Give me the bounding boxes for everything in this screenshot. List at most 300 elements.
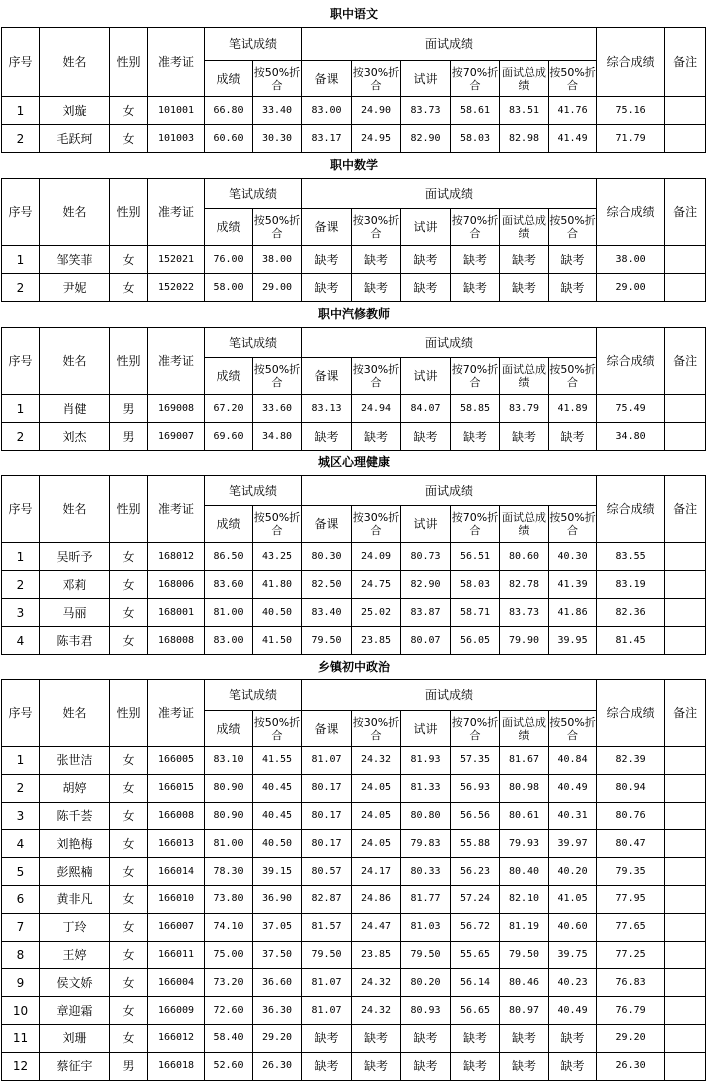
header-interview-group: 面试成绩 (302, 28, 597, 61)
header-lecture: 试讲 (401, 506, 451, 543)
table-cell: 101001 (148, 97, 205, 125)
table-cell: 56.56 (451, 802, 500, 830)
table-cell: 胡婷 (40, 774, 110, 802)
table-cell: 缺考 (352, 423, 401, 451)
table-cell: 女 (110, 830, 148, 858)
table-cell: 王婷 (40, 941, 110, 969)
table-cell: 80.76 (597, 802, 665, 830)
section-title: 职中语文 (329, 7, 378, 21)
table-cell: 79.90 (500, 627, 549, 655)
table-cell (665, 97, 706, 125)
header-exam-id: 准考证 (148, 28, 205, 97)
table-cell: 74.10 (205, 913, 253, 941)
table-cell: 缺考 (352, 274, 401, 302)
table-cell: 24.17 (352, 858, 401, 886)
table-cell: 5 (2, 858, 40, 886)
header-interview-50: 按50%折合 (549, 209, 597, 246)
table-cell: 39.75 (549, 941, 597, 969)
table-row (2, 997, 706, 1025)
header-seq: 序号 (2, 680, 40, 747)
table-cell: 80.94 (597, 774, 665, 802)
table-cell: 83.51 (500, 97, 549, 125)
table-cell: 84.07 (401, 395, 451, 423)
table-cell: 缺考 (451, 1024, 500, 1052)
table-cell: 缺考 (549, 246, 597, 274)
header-lecture: 试讲 (401, 209, 451, 246)
table-cell: 24.90 (352, 97, 401, 125)
table-cell: 马丽 (40, 599, 110, 627)
header-lecture-70: 按70%折合 (451, 358, 500, 395)
table-cell: 80.57 (302, 858, 352, 886)
table-cell: 79.83 (401, 830, 451, 858)
header-lecture: 试讲 (401, 61, 451, 97)
score-table (1, 27, 706, 153)
table-cell: 56.51 (451, 543, 500, 571)
table-cell: 166015 (148, 774, 205, 802)
table-cell: 79.50 (302, 941, 352, 969)
header-lecture-70: 按70%折合 (451, 209, 500, 246)
table-cell: 41.86 (549, 599, 597, 627)
header-gender: 性别 (110, 680, 148, 747)
table-cell: 37.50 (253, 941, 302, 969)
table-cell: 66.80 (205, 97, 253, 125)
table-cell: 缺考 (500, 1024, 549, 1052)
section-title: 职中数学 (329, 158, 378, 172)
table-cell: 缺考 (549, 1052, 597, 1080)
table-cell: 29.20 (597, 1024, 665, 1052)
table-cell (665, 885, 706, 913)
table-cell: 55.88 (451, 830, 500, 858)
table-cell (665, 274, 706, 302)
table-cell: 80.07 (401, 627, 451, 655)
table-cell: 166018 (148, 1052, 205, 1080)
table-cell: 79.50 (302, 627, 352, 655)
header-remark: 备注 (665, 328, 706, 395)
header-interview-50: 按50%折合 (549, 711, 597, 747)
table-cell: 40.31 (549, 802, 597, 830)
table-cell: 4 (2, 830, 40, 858)
table-cell: 83.19 (597, 571, 665, 599)
table-cell: 24.94 (352, 395, 401, 423)
table-cell: 80.47 (597, 830, 665, 858)
table-cell (665, 571, 706, 599)
table-cell: 缺考 (451, 1052, 500, 1080)
table-cell: 83.00 (302, 97, 352, 125)
table-cell: 30.30 (253, 125, 302, 153)
table-cell: 24.05 (352, 802, 401, 830)
table-cell: 33.60 (253, 395, 302, 423)
table-cell: 刘珊 (40, 1024, 110, 1052)
table-cell: 80.20 (401, 969, 451, 997)
table-cell (665, 423, 706, 451)
table-cell: 81.19 (500, 913, 549, 941)
table-cell: 152021 (148, 246, 205, 274)
table-cell: 8 (2, 941, 40, 969)
table-cell: 166014 (148, 858, 205, 886)
table-cell: 52.60 (205, 1052, 253, 1080)
table-cell: 女 (110, 627, 148, 655)
header-interview-total: 面试总成绩 (500, 711, 549, 747)
table-cell: 56.93 (451, 774, 500, 802)
header-interview-total: 面试总成绩 (500, 506, 549, 543)
table-cell: 1 (2, 747, 40, 775)
table-cell: 缺考 (302, 1024, 352, 1052)
table-cell: 陈千荟 (40, 802, 110, 830)
table-cell: 邹笑菲 (40, 246, 110, 274)
header-name: 姓名 (40, 328, 110, 395)
table-row (2, 274, 706, 302)
table-cell: 24.09 (352, 543, 401, 571)
table-cell (665, 913, 706, 941)
header-name: 姓名 (40, 680, 110, 747)
table-cell: 40.45 (253, 802, 302, 830)
header-written-group: 笔试成绩 (205, 476, 302, 506)
table-cell: 80.17 (302, 774, 352, 802)
table-cell: 24.05 (352, 774, 401, 802)
header-interview-50: 按50%折合 (549, 358, 597, 395)
table-cell: 83.55 (597, 543, 665, 571)
table-cell: 81.57 (302, 913, 352, 941)
table-cell (665, 774, 706, 802)
table-cell (665, 627, 706, 655)
table-cell: 76.83 (597, 969, 665, 997)
table-cell: 81.07 (302, 747, 352, 775)
table-cell: 12 (2, 1052, 40, 1080)
table-cell (665, 969, 706, 997)
header-gender: 性别 (110, 28, 148, 97)
header-prep: 备课 (302, 506, 352, 543)
table-cell: 73.20 (205, 969, 253, 997)
table-cell: 40.23 (549, 969, 597, 997)
table-cell: 81.07 (302, 969, 352, 997)
header-written-50: 按50%折合 (253, 61, 302, 97)
table-cell: 166011 (148, 941, 205, 969)
table-cell: 81.33 (401, 774, 451, 802)
table-cell: 24.95 (352, 125, 401, 153)
table-cell: 58.71 (451, 599, 500, 627)
header-exam-id: 准考证 (148, 476, 205, 543)
table-cell: 刘璇 (40, 97, 110, 125)
header-gender: 性别 (110, 328, 148, 395)
table-cell: 女 (110, 747, 148, 775)
table-cell: 女 (110, 571, 148, 599)
table-cell: 166010 (148, 885, 205, 913)
header-final-score: 综合成绩 (597, 28, 665, 97)
header-prep-30: 按30%折合 (352, 711, 401, 747)
section-title: 城区心理健康 (317, 455, 390, 469)
header-prep-30: 按30%折合 (352, 506, 401, 543)
section-title: 乡镇初中政治 (317, 660, 390, 674)
table-cell: 女 (110, 885, 148, 913)
table-cell: 缺考 (549, 1024, 597, 1052)
table-cell: 缺考 (500, 274, 549, 302)
table-cell: 80.46 (500, 969, 549, 997)
table-cell: 81.03 (401, 913, 451, 941)
table-cell: 60.60 (205, 125, 253, 153)
table-cell: 41.55 (253, 747, 302, 775)
table-cell: 34.80 (597, 423, 665, 451)
table-cell: 缺考 (302, 246, 352, 274)
header-interview-total: 面试总成绩 (500, 358, 549, 395)
table-cell: 37.05 (253, 913, 302, 941)
table-cell: 56.65 (451, 997, 500, 1025)
header-seq: 序号 (2, 28, 40, 97)
table-cell: 56.72 (451, 913, 500, 941)
table-cell: 77.95 (597, 885, 665, 913)
table-cell: 76.79 (597, 997, 665, 1025)
table-cell: 82.39 (597, 747, 665, 775)
table-cell: 缺考 (500, 423, 549, 451)
table-cell: 蔡征宇 (40, 1052, 110, 1080)
header-lecture: 试讲 (401, 711, 451, 747)
table-cell: 86.50 (205, 543, 253, 571)
table-row (2, 830, 706, 858)
table-cell: 33.40 (253, 97, 302, 125)
table-cell: 58.85 (451, 395, 500, 423)
table-cell: 缺考 (302, 423, 352, 451)
table-cell: 刘艳梅 (40, 830, 110, 858)
header-final-score: 综合成绩 (597, 680, 665, 747)
table-cell: 缺考 (401, 423, 451, 451)
table-cell: 2 (2, 423, 40, 451)
table-cell: 80.90 (205, 774, 253, 802)
header-lecture-70: 按70%折合 (451, 711, 500, 747)
table-cell: 缺考 (302, 1052, 352, 1080)
table-cell: 40.50 (253, 830, 302, 858)
table-cell: 81.77 (401, 885, 451, 913)
table-cell: 女 (110, 543, 148, 571)
table-cell: 1 (2, 543, 40, 571)
table-row (2, 747, 706, 775)
table-cell: 10 (2, 997, 40, 1025)
table-cell: 67.20 (205, 395, 253, 423)
table-cell: 55.65 (451, 941, 500, 969)
header-written-50: 按50%折合 (253, 711, 302, 747)
table-cell: 2 (2, 125, 40, 153)
table-cell: 72.60 (205, 997, 253, 1025)
header-written-score: 成绩 (205, 209, 253, 246)
header-written-group: 笔试成绩 (205, 179, 302, 209)
table-cell (665, 1024, 706, 1052)
table-row (2, 543, 706, 571)
table-cell: 36.30 (253, 997, 302, 1025)
table-cell: 缺考 (401, 274, 451, 302)
table-cell (665, 246, 706, 274)
table-row (2, 125, 706, 153)
table-cell: 26.30 (253, 1052, 302, 1080)
table-cell: 29.00 (253, 274, 302, 302)
table-cell: 40.49 (549, 774, 597, 802)
table-cell: 缺考 (352, 1024, 401, 1052)
score-table (1, 327, 706, 451)
table-cell: 39.95 (549, 627, 597, 655)
header-written-50: 按50%折合 (253, 209, 302, 246)
table-cell: 1 (2, 246, 40, 274)
table-cell: 36.60 (253, 969, 302, 997)
table-cell: 男 (110, 1052, 148, 1080)
table-row (2, 627, 706, 655)
table-row (2, 97, 706, 125)
table-cell: 24.75 (352, 571, 401, 599)
table-cell: 79.93 (500, 830, 549, 858)
table-cell: 吴昕予 (40, 543, 110, 571)
table-cell: 83.13 (302, 395, 352, 423)
table-cell: 41.05 (549, 885, 597, 913)
header-remark: 备注 (665, 179, 706, 246)
table-cell: 24.32 (352, 747, 401, 775)
header-lecture: 试讲 (401, 358, 451, 395)
table-cell: 82.98 (500, 125, 549, 153)
table-cell: 34.80 (253, 423, 302, 451)
table-cell: 166012 (148, 1024, 205, 1052)
table-cell: 40.50 (253, 599, 302, 627)
table-row (2, 571, 706, 599)
table-cell: 73.80 (205, 885, 253, 913)
table-cell (665, 395, 706, 423)
header-gender: 性别 (110, 179, 148, 246)
table-cell: 缺考 (401, 1024, 451, 1052)
table-cell: 38.00 (597, 246, 665, 274)
table-cell: 尹妮 (40, 274, 110, 302)
header-seq: 序号 (2, 179, 40, 246)
table-cell: 41.49 (549, 125, 597, 153)
table-row (2, 395, 706, 423)
table-cell: 81.07 (302, 997, 352, 1025)
table-row (2, 858, 706, 886)
header-final-score: 综合成绩 (597, 328, 665, 395)
table-cell: 81.00 (205, 599, 253, 627)
score-table (1, 475, 706, 655)
table-cell: 41.89 (549, 395, 597, 423)
header-gender: 性别 (110, 476, 148, 543)
header-final-score: 综合成绩 (597, 476, 665, 543)
header-row (2, 328, 706, 358)
header-interview-group: 面试成绩 (302, 328, 597, 358)
header-written-score: 成绩 (205, 61, 253, 97)
header-interview-group: 面试成绩 (302, 179, 597, 209)
section-title: 职中汽修教师 (317, 307, 390, 321)
table-cell: 152022 (148, 274, 205, 302)
table-row (2, 246, 706, 274)
table-cell: 3 (2, 599, 40, 627)
table-cell: 41.39 (549, 571, 597, 599)
table-cell: 58.03 (451, 125, 500, 153)
table-cell: 29.20 (253, 1024, 302, 1052)
table-cell: 83.79 (500, 395, 549, 423)
table-cell (665, 125, 706, 153)
table-cell: 81.67 (500, 747, 549, 775)
table-cell: 79.50 (500, 941, 549, 969)
header-prep: 备课 (302, 711, 352, 747)
table-cell (665, 830, 706, 858)
table-cell: 80.97 (500, 997, 549, 1025)
table-cell: 57.24 (451, 885, 500, 913)
table-cell: 82.50 (302, 571, 352, 599)
table-cell: 83.60 (205, 571, 253, 599)
table-cell: 40.60 (549, 913, 597, 941)
table-cell: 张世洁 (40, 747, 110, 775)
table-cell: 40.84 (549, 747, 597, 775)
table-cell: 缺考 (500, 246, 549, 274)
table-cell: 彭熙楠 (40, 858, 110, 886)
table-cell: 女 (110, 246, 148, 274)
header-written-score: 成绩 (205, 506, 253, 543)
table-cell: 1 (2, 395, 40, 423)
table-row (2, 885, 706, 913)
header-interview-50: 按50%折合 (549, 61, 597, 97)
table-cell: 58.40 (205, 1024, 253, 1052)
table-cell: 168006 (148, 571, 205, 599)
table-cell: 76.00 (205, 246, 253, 274)
table-cell: 83.73 (500, 599, 549, 627)
table-cell: 57.35 (451, 747, 500, 775)
header-prep-30: 按30%折合 (352, 209, 401, 246)
header-row (2, 179, 706, 209)
table-cell: 丁玲 (40, 913, 110, 941)
table-cell: 26.30 (597, 1052, 665, 1080)
header-lecture-70: 按70%折合 (451, 61, 500, 97)
header-interview-group: 面试成绩 (302, 680, 597, 711)
table-cell: 80.93 (401, 997, 451, 1025)
table-cell: 黄非凡 (40, 885, 110, 913)
table-cell: 56.23 (451, 858, 500, 886)
table-cell: 男 (110, 395, 148, 423)
table-cell: 58.61 (451, 97, 500, 125)
table-cell: 11 (2, 1024, 40, 1052)
table-cell: 81.00 (205, 830, 253, 858)
table-cell: 40.45 (253, 774, 302, 802)
table-cell: 169007 (148, 423, 205, 451)
table-cell: 80.40 (500, 858, 549, 886)
table-cell: 4 (2, 627, 40, 655)
table-cell: 缺考 (500, 1052, 549, 1080)
table-cell: 7 (2, 913, 40, 941)
table-cell: 82.87 (302, 885, 352, 913)
table-cell (665, 747, 706, 775)
table-cell: 82.90 (401, 571, 451, 599)
table-cell: 缺考 (401, 246, 451, 274)
table-cell: 71.79 (597, 125, 665, 153)
table-cell: 缺考 (451, 423, 500, 451)
table-cell (665, 802, 706, 830)
table-cell: 女 (110, 274, 148, 302)
table-cell: 75.00 (205, 941, 253, 969)
table-cell: 38.00 (253, 246, 302, 274)
table-cell: 40.49 (549, 997, 597, 1025)
table-cell: 女 (110, 125, 148, 153)
table-cell: 肖健 (40, 395, 110, 423)
table-row (2, 969, 706, 997)
table-cell: 36.90 (253, 885, 302, 913)
header-written-score: 成绩 (205, 711, 253, 747)
score-table (1, 679, 706, 1081)
header-exam-id: 准考证 (148, 328, 205, 395)
header-final-score: 综合成绩 (597, 179, 665, 246)
table-cell: 缺考 (302, 274, 352, 302)
table-cell: 女 (110, 997, 148, 1025)
table-cell: 缺考 (451, 246, 500, 274)
table-cell: 166004 (148, 969, 205, 997)
table-cell: 166005 (148, 747, 205, 775)
table-cell: 女 (110, 97, 148, 125)
table-cell: 169008 (148, 395, 205, 423)
table-cell: 82.78 (500, 571, 549, 599)
table-cell: 23.85 (352, 941, 401, 969)
table-cell: 101003 (148, 125, 205, 153)
header-written-group: 笔试成绩 (205, 328, 302, 358)
table-cell: 邓莉 (40, 571, 110, 599)
table-cell: 24.86 (352, 885, 401, 913)
